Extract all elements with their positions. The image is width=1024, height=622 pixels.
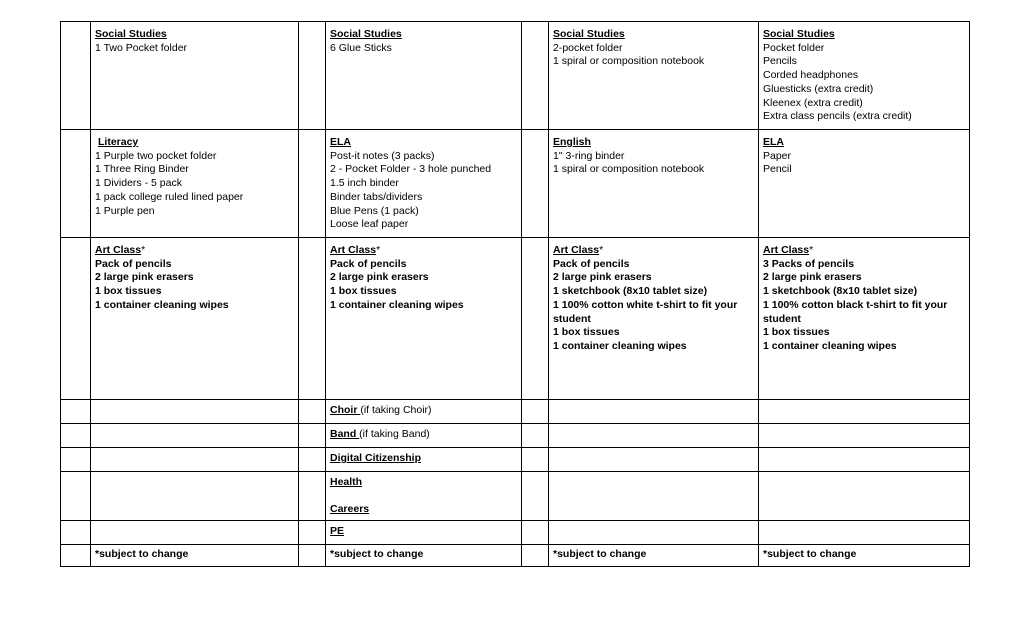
- elective-cell: [326, 448, 522, 472]
- supply-item: 1 pack college ruled lined paper: [95, 190, 244, 203]
- subject-heading: Social Studies: [330, 28, 402, 40]
- supply-item: Pencil: [763, 163, 792, 176]
- row-marker-cell: [61, 130, 91, 238]
- supply-item: 1 100% cotton black t-shirt to fit your student: [763, 298, 948, 325]
- supply-item: Pack of pencils: [330, 257, 407, 270]
- supply-item: 1 Purple pen: [95, 204, 155, 217]
- supply-item: 2 large pink erasers: [763, 271, 862, 284]
- supply-item: 2 large pink erasers: [553, 271, 652, 284]
- empty-cell: [91, 400, 299, 424]
- supply-item: 1 spiral or composition notebook: [553, 163, 705, 176]
- empty-cell: [91, 521, 299, 545]
- supply-cell: [759, 130, 970, 238]
- subject-heading: Art Class: [763, 244, 810, 256]
- supply-item: Pencils: [763, 55, 797, 68]
- row-marker-cell: [61, 545, 91, 567]
- subject-to-change-note: *subject to change: [553, 548, 647, 560]
- supply-item: 1" 3-ring binder: [553, 149, 625, 162]
- empty-cell: [759, 472, 970, 521]
- spacer-cell: [299, 238, 326, 400]
- empty-cell: [91, 424, 299, 448]
- empty-cell: [549, 521, 759, 545]
- supply-cell: [91, 130, 299, 238]
- supply-cell: [326, 22, 522, 130]
- supply-item: 1 container cleaning wipes: [95, 298, 229, 311]
- row-marker-cell: [61, 472, 91, 521]
- elective-cell: [326, 472, 522, 521]
- subject-heading: ELA: [763, 136, 784, 148]
- empty-cell: [549, 448, 759, 472]
- subject-heading: Art Class: [95, 244, 142, 256]
- supply-item: 1 container cleaning wipes: [763, 339, 897, 352]
- subject-to-change-note: *subject to change: [763, 548, 857, 560]
- supply-item: 1 Purple two pocket folder: [95, 149, 217, 162]
- supply-item: 1.5 inch binder: [330, 177, 399, 190]
- supply-cell: [326, 238, 522, 400]
- supply-cell: [549, 130, 759, 238]
- empty-cell: [91, 472, 299, 521]
- supply-item: Corded headphones: [763, 69, 859, 82]
- supply-item: 3 Packs of pencils: [763, 257, 855, 270]
- supply-item: 2-pocket folder: [553, 41, 623, 54]
- supply-item: Post-it notes (3 packs): [330, 149, 435, 162]
- row-marker-cell: [61, 238, 91, 400]
- supply-item: 1 container cleaning wipes: [553, 339, 687, 352]
- supply-cell: [91, 238, 299, 400]
- subject-heading: ELA: [330, 136, 351, 148]
- supply-item: Pack of pencils: [553, 257, 630, 270]
- supply-item: 1 Three Ring Binder: [95, 163, 189, 176]
- empty-cell: [759, 521, 970, 545]
- supply-cell: [549, 238, 759, 400]
- supply-item: 2 - Pocket Folder - 3 hole punched: [330, 163, 492, 176]
- choir-heading: Choir: [330, 404, 361, 416]
- supply-item: 1 spiral or composition notebook: [553, 55, 705, 68]
- spacer-cell: [299, 424, 326, 448]
- spacer-cell: [522, 472, 549, 521]
- supply-item: Binder tabs/dividers: [330, 190, 423, 203]
- supply-cell: [759, 22, 970, 130]
- spacer-cell: [522, 400, 549, 424]
- careers-heading: Careers: [330, 503, 370, 516]
- subject-heading: English: [553, 136, 591, 148]
- empty-cell: [759, 400, 970, 424]
- subject-heading: Art Class: [553, 244, 600, 256]
- subject-heading: Social Studies: [553, 28, 625, 40]
- supply-item: 6 Glue Sticks: [330, 41, 392, 54]
- health-heading: Health: [330, 476, 363, 488]
- row-marker-cell: [61, 400, 91, 424]
- subject-to-change-note: *subject to change: [330, 548, 424, 560]
- choir-note: (if taking Choir): [360, 404, 432, 416]
- empty-cell: [549, 472, 759, 521]
- subject-heading: Social Studies: [763, 28, 835, 40]
- pe-heading: PE: [330, 525, 345, 537]
- table-row-digital-citizenship: [61, 448, 970, 472]
- supply-item: Kleenex (extra credit): [763, 96, 863, 109]
- spacer-cell: [522, 521, 549, 545]
- supply-item: 2 large pink erasers: [330, 271, 429, 284]
- supply-item: Blue Pens (1 pack): [330, 204, 419, 217]
- supply-item: 2 large pink erasers: [95, 271, 194, 284]
- subject-heading: Literacy: [98, 136, 139, 148]
- supply-item: 1 Dividers - 5 pack: [95, 177, 182, 190]
- spacer-cell: [299, 545, 326, 567]
- supply-cell: [549, 22, 759, 130]
- table-row-choir: [61, 400, 970, 424]
- supply-item: Pack of pencils: [95, 257, 172, 270]
- spacer-cell: [522, 448, 549, 472]
- table-row-language-arts: [61, 130, 970, 238]
- supply-cell: [759, 238, 970, 400]
- elective-cell: [326, 424, 522, 448]
- asterisk-mark: *: [376, 244, 381, 256]
- empty-cell: [91, 448, 299, 472]
- footnote-cell: [549, 545, 759, 567]
- spacer-cell: [522, 424, 549, 448]
- spacer-cell: [299, 448, 326, 472]
- spacer-cell: [299, 22, 326, 130]
- empty-cell: [759, 448, 970, 472]
- supply-item: 1 Two Pocket folder: [95, 41, 188, 54]
- supply-cell: [326, 130, 522, 238]
- band-heading: Band: [330, 428, 360, 440]
- row-marker-cell: [61, 22, 91, 130]
- spacer-cell: [299, 130, 326, 238]
- spacer-cell: [299, 521, 326, 545]
- supply-item: 1 box tissues: [330, 285, 397, 298]
- spacer-cell: [522, 22, 549, 130]
- table-row-social-studies: [61, 22, 970, 130]
- school-supply-table: [60, 21, 970, 567]
- row-marker-cell: [61, 521, 91, 545]
- supply-item: Loose leaf paper: [330, 218, 409, 231]
- supply-item: Gluesticks (extra credit): [763, 82, 874, 95]
- table-row-pe: [61, 521, 970, 545]
- table-row-art-class: [61, 238, 970, 400]
- supply-item: 1 100% cotton white t-shirt to fit your student: [553, 298, 738, 325]
- table-row-health-careers: [61, 472, 970, 521]
- empty-cell: [549, 400, 759, 424]
- supply-cell: [91, 22, 299, 130]
- supply-item: 1 box tissues: [763, 326, 830, 339]
- supply-item: 1 sketchbook (8x10 tablet size): [763, 285, 918, 298]
- supply-item: 1 box tissues: [553, 326, 620, 339]
- asterisk-mark: *: [599, 244, 604, 256]
- table-row-footer: [61, 545, 970, 567]
- band-note: (if taking Band): [359, 428, 430, 440]
- supply-item: Pocket folder: [763, 41, 825, 54]
- footnote-cell: [326, 545, 522, 567]
- subject-heading: Social Studies: [95, 28, 167, 40]
- subject-heading: Art Class: [330, 244, 377, 256]
- supply-item: 1 sketchbook (8x10 tablet size): [553, 285, 708, 298]
- asterisk-mark: *: [809, 244, 814, 256]
- table-row-band: [61, 424, 970, 448]
- digital-citizenship-heading: Digital Citizenship: [330, 452, 422, 464]
- supply-item: 1 container cleaning wipes: [330, 298, 464, 311]
- elective-cell: [326, 400, 522, 424]
- asterisk-mark: *: [141, 244, 146, 256]
- spacer-cell: [522, 545, 549, 567]
- empty-cell: [759, 424, 970, 448]
- supply-item: Paper: [763, 149, 792, 162]
- supply-item: 1 box tissues: [95, 285, 162, 298]
- row-marker-cell: [61, 424, 91, 448]
- spacer-cell: [522, 130, 549, 238]
- elective-cell: [326, 521, 522, 545]
- spacer-cell: [522, 238, 549, 400]
- empty-cell: [549, 424, 759, 448]
- row-marker-cell: [61, 448, 91, 472]
- supply-item: Extra class pencils (extra credit): [763, 110, 912, 123]
- footnote-cell: [91, 545, 299, 567]
- spacer-cell: [299, 400, 326, 424]
- spacer-cell: [299, 472, 326, 521]
- subject-to-change-note: *subject to change: [95, 548, 189, 560]
- footnote-cell: [759, 545, 970, 567]
